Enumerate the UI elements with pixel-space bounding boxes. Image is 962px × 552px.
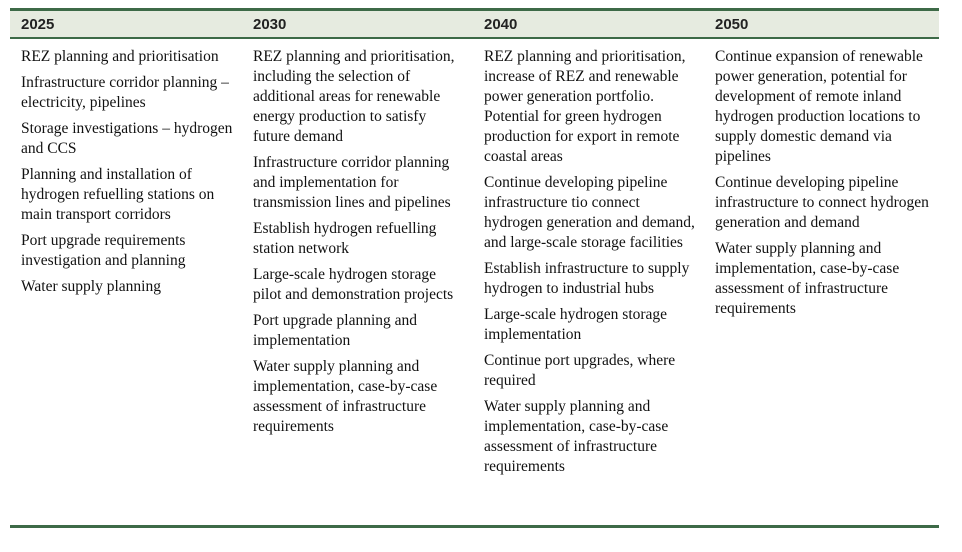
list-item: Infrastructure corridor planning – electricity, pipelines [21,74,229,111]
list-item: Continue expansion of renewable power generation, potential for development of remote inland hydrogen production locations to supply domestic demand via pipelines [715,48,923,165]
list-item: Water supply planning and implementation, case-by-case assessment of infrastructure requirements [715,240,900,317]
column-2025 [10,47,242,525]
list-item: Port upgrade planning and implementation [253,312,418,349]
list-item: Water supply planning and implementation, case-by-case assessment of infrastructure requirements [484,398,669,475]
list-item: Storage investigations – hydrogen and CCS [21,120,233,157]
list-item: Continue developing pipeline infrastructure to connect hydrogen generation and demand [715,174,929,231]
list-item: Planning and installation of hydrogen refuelling stations on main transport corridors [21,166,215,223]
header-year-2040: 2040 [484,15,518,33]
list-item: Infrastructure corridor planning and implementation for transmission lines and pipelines [253,154,451,211]
list-item: Port upgrade requirements investigation and planning [21,232,186,269]
bottom-rule [10,525,939,528]
roadmap-table [10,8,939,528]
list-item: Continue developing pipeline infrastructure tio connect hydrogen generation and demand, and large-scale storage facilities [484,174,695,251]
list-item: Large-scale hydrogen storage implementation [484,306,668,343]
list-item: Water supply planning [21,278,161,295]
list-item: Large-scale hydrogen storage pilot and demonstration projects [253,266,454,303]
body-row [10,39,939,525]
list-item: Continue port upgrades, where required [484,352,676,389]
column-2040 [473,47,704,525]
column-2030 [242,47,473,525]
list-item: REZ planning and prioritisation, increase of REZ and renewable power generation portfolio. Potential for green hydrogen production for export in remote coastal areas [484,48,686,165]
list-item: Establish infrastructure to supply hydrogen to industrial hubs [484,260,690,297]
header-year-2030: 2030 [253,15,287,33]
list-item: REZ planning and prioritisation, including the selection of additional areas for renewable energy production to satisfy future demand [253,48,455,145]
list-item: REZ planning and prioritisation [21,48,219,65]
list-item: Water supply planning and implementation, case-by-case assessment of infrastructure requirements [253,358,438,435]
list-item: Establish hydrogen refuelling station network [253,220,437,257]
header-year-2025: 2025 [21,15,55,33]
header-row [10,11,939,37]
column-2050 [704,47,939,525]
header-year-2050: 2050 [715,15,749,33]
